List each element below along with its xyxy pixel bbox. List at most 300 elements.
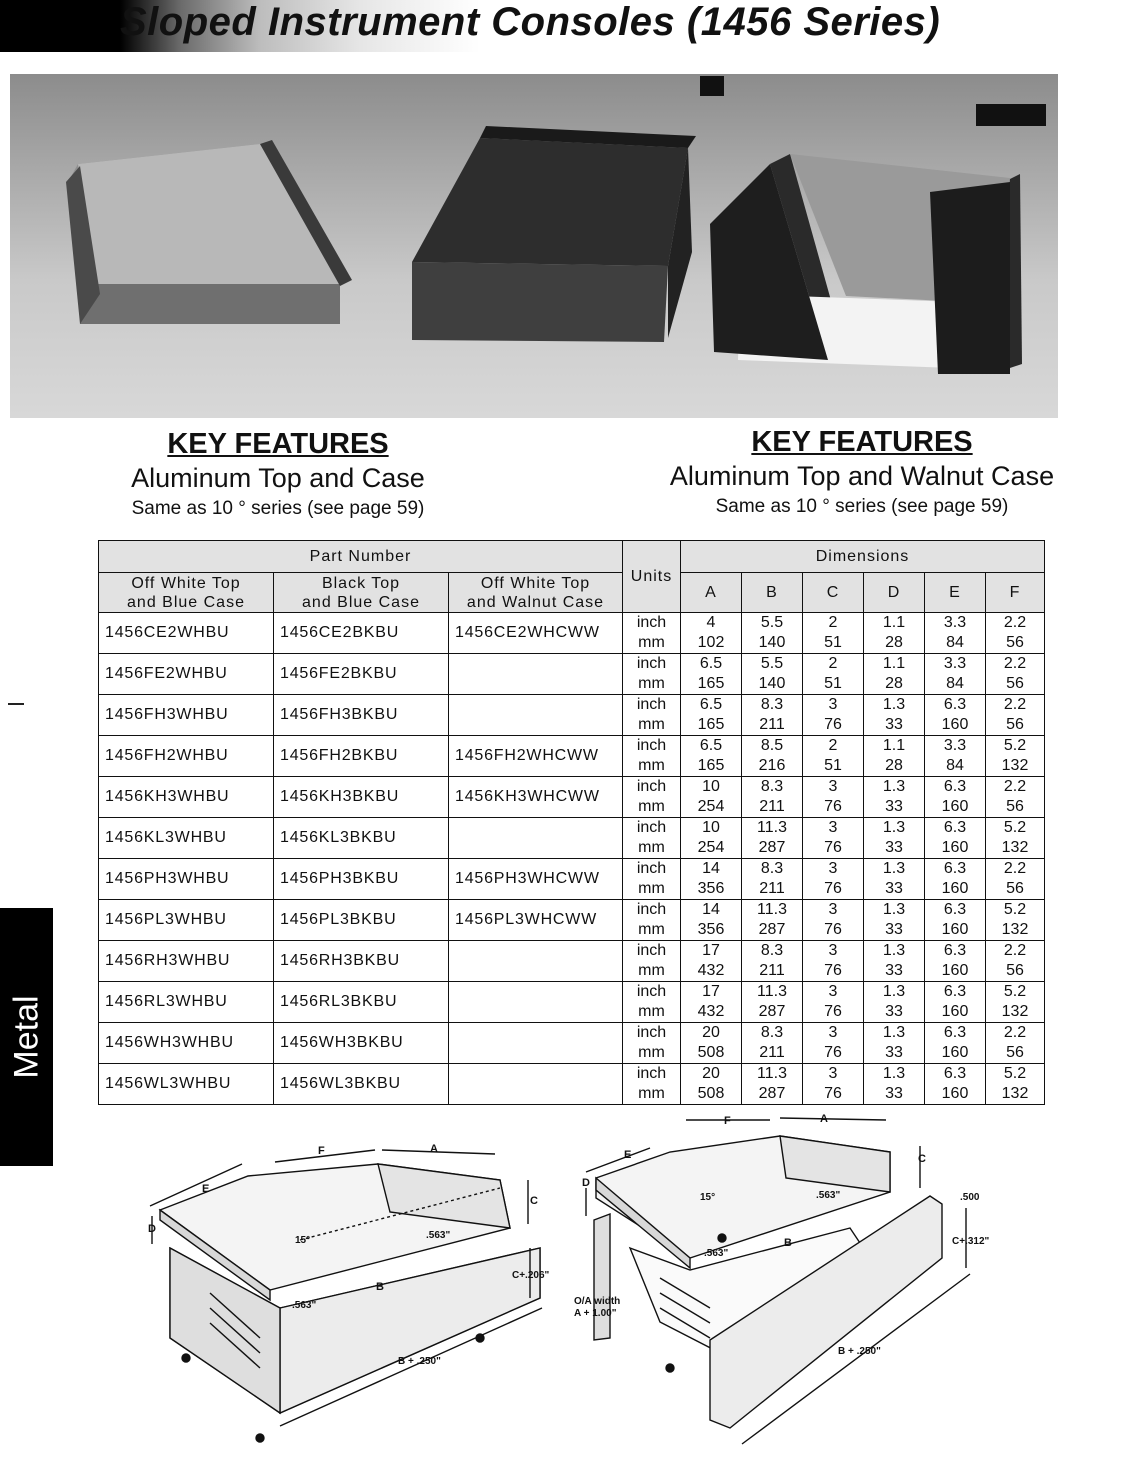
diagram-right-label-depth: .563" <box>816 1190 841 1201</box>
dimension-cell <box>803 695 864 736</box>
dimension-inch-value: 6.5 <box>699 696 723 713</box>
dimension-inch-value: 10 <box>702 819 720 836</box>
dimension-mm-value: 33 <box>885 798 903 815</box>
dimension-cell <box>864 613 925 654</box>
part-number-cell <box>449 1023 623 1064</box>
dimension-mm-value: 28 <box>885 675 903 692</box>
dimension-inch-value: 3 <box>828 942 838 959</box>
dimension-inch-value: 1.3 <box>882 778 906 795</box>
dimension-cell <box>986 941 1045 982</box>
diagram-left-label-a: A <box>430 1143 438 1155</box>
unit-mm-label: mm <box>638 962 665 979</box>
diagram-left-label-c: C <box>530 1195 538 1207</box>
dimension-inch-value: 17 <box>702 942 720 959</box>
dimension-cell <box>803 777 864 818</box>
unit-inch-label: inch <box>636 778 667 795</box>
dimension-cell <box>681 777 742 818</box>
dimension-cell <box>864 982 925 1023</box>
unit-mm-label: mm <box>638 839 665 856</box>
dimension-mm-value: 28 <box>885 757 903 774</box>
diagram-left-label-b: B <box>376 1281 384 1293</box>
part-number-cell: 1456PH3WHCWW <box>449 859 623 900</box>
dimension-cell <box>742 941 803 982</box>
dimension-cell <box>681 941 742 982</box>
dimension-cell <box>986 654 1045 695</box>
units-cell <box>623 941 681 982</box>
dimension-mm-value: 28 <box>885 634 903 651</box>
dimension-mm-value: 160 <box>941 798 969 815</box>
table-row <box>99 900 1045 941</box>
part-number-cell: 1456FH2WHCWW <box>449 736 623 777</box>
part-number-cell <box>449 941 623 982</box>
dimension-mm-value: 56 <box>1006 1044 1024 1061</box>
dimension-inch-value: 2.2 <box>1003 696 1027 713</box>
dimension-mm-value: 76 <box>824 962 842 979</box>
dimension-inch-value: 8.3 <box>760 1024 784 1041</box>
dimension-cell <box>986 818 1045 859</box>
dimension-inch-value: 3.3 <box>943 737 967 754</box>
dimension-mm-value: 254 <box>697 839 725 856</box>
dimension-cell <box>864 900 925 941</box>
dimension-cell <box>803 982 864 1023</box>
diagram-right-label-depth2: .563" <box>704 1248 729 1259</box>
dimension-mm-value: 254 <box>697 798 725 815</box>
dimension-cell <box>803 900 864 941</box>
dimension-inch-value: 3 <box>828 860 838 877</box>
dimension-cell <box>681 1064 742 1105</box>
dimension-cell <box>864 777 925 818</box>
part-number-cell <box>449 654 623 695</box>
header-dim-d: D <box>864 573 925 613</box>
dimension-cell <box>986 777 1045 818</box>
dimension-mm-value: 33 <box>885 880 903 897</box>
dimension-mm-value: 76 <box>824 1003 842 1020</box>
part-number-cell: 1456FH2WHBU <box>99 736 274 777</box>
unit-mm-label: mm <box>638 880 665 897</box>
dimension-cell <box>986 736 1045 777</box>
unit-mm-label: mm <box>638 716 665 733</box>
product-photo-icon <box>10 74 1058 418</box>
dimension-inch-value: 2.2 <box>1003 655 1027 672</box>
dimension-inch-value: 3 <box>828 778 838 795</box>
dimension-inch-value: 1.3 <box>882 696 906 713</box>
dimension-cell <box>742 1023 803 1064</box>
dimension-mm-value: 76 <box>824 839 842 856</box>
key-features-right <box>642 426 1082 520</box>
part-number-cell: 1456WL3WHBU <box>99 1064 274 1105</box>
dimension-cell <box>925 859 986 900</box>
dimension-inch-value: 5.2 <box>1003 819 1027 836</box>
dimension-inch-value: 8.3 <box>760 696 784 713</box>
dimension-cell <box>925 941 986 982</box>
dimension-mm-value: 165 <box>697 716 725 733</box>
dimension-inch-value: 6.3 <box>943 901 967 918</box>
table-row <box>99 818 1045 859</box>
dimension-inch-value: 2 <box>828 737 838 754</box>
dimension-cell <box>742 654 803 695</box>
part-number-cell: 1456KL3BKBU <box>274 818 449 859</box>
dimension-cell <box>803 818 864 859</box>
header-bar <box>0 0 1040 52</box>
dimension-inch-value: 8.5 <box>760 737 784 754</box>
dimension-cell <box>803 1023 864 1064</box>
dimension-cell <box>986 1023 1045 1064</box>
dimension-cell <box>986 1064 1045 1105</box>
dimension-mm-value: 140 <box>758 675 786 692</box>
diagram-right-label-width1: O/A width <box>574 1296 621 1307</box>
header-part-number: Part Number <box>99 541 623 573</box>
dimension-cell <box>986 900 1045 941</box>
table-row <box>99 859 1045 900</box>
part-number-cell <box>449 982 623 1023</box>
dimension-inch-value: 2.2 <box>1003 942 1027 959</box>
dimension-mm-value: 56 <box>1006 716 1024 733</box>
dimension-inch-value: 1.3 <box>882 1024 906 1041</box>
unit-inch-label: inch <box>636 1065 667 1082</box>
dimension-cell <box>986 613 1045 654</box>
diagram-right <box>586 1118 970 1444</box>
header-dim-e: E <box>925 573 986 613</box>
diagram-left-label-b-offset: B + .250" <box>398 1356 441 1367</box>
diagram-left-label-depth2: .563" <box>292 1300 317 1311</box>
table-row <box>99 941 1045 982</box>
table-row <box>99 736 1045 777</box>
dimension-mm-value: 160 <box>941 962 969 979</box>
key-features-right-subtitle: Aluminum Top and Walnut Case <box>669 461 1055 491</box>
dimension-mm-value: 508 <box>697 1085 725 1102</box>
dimension-mm-value: 33 <box>885 962 903 979</box>
table-row <box>99 982 1045 1023</box>
header-white-blue: Off White Top and Blue Case <box>99 573 274 613</box>
units-cell <box>623 1064 681 1105</box>
diagram-left-label-depth: .563" <box>426 1230 451 1241</box>
dimension-cell <box>986 695 1045 736</box>
dimension-cell <box>925 982 986 1023</box>
dimension-mm-value: 132 <box>1001 839 1029 856</box>
dimension-mm-value: 76 <box>824 880 842 897</box>
dimension-cell <box>864 818 925 859</box>
part-number-cell <box>449 695 623 736</box>
dimension-mm-value: 76 <box>824 1044 842 1061</box>
diagram-left-label-d: D <box>148 1223 156 1235</box>
table-row <box>99 654 1045 695</box>
dimension-inch-value: 6.3 <box>943 860 967 877</box>
dimension-cell <box>803 736 864 777</box>
dimension-mm-value: 211 <box>759 1044 785 1061</box>
dimension-mm-value: 56 <box>1006 634 1024 651</box>
diagram-right-label-c-offset: C+.312" <box>952 1236 990 1247</box>
dimension-inch-value: 14 <box>702 901 720 918</box>
header-units: Units <box>623 541 681 613</box>
dimension-inch-value: 3.3 <box>943 614 967 631</box>
unit-mm-label: mm <box>638 921 665 938</box>
dimension-mm-value: 132 <box>1001 1085 1029 1102</box>
dimension-cell <box>742 777 803 818</box>
part-number-cell: 1456FH3WHBU <box>99 695 274 736</box>
key-features-left-subtitle: Aluminum Top and Case <box>131 463 425 493</box>
units-cell <box>623 900 681 941</box>
dimension-mm-value: 84 <box>946 675 964 692</box>
dimension-cell <box>742 1064 803 1105</box>
dimension-inch-value: 1.1 <box>882 614 906 631</box>
dimension-inch-value: 3 <box>828 983 838 1000</box>
dimension-mm-value: 132 <box>1001 757 1029 774</box>
dimension-diagrams <box>130 1108 1030 1453</box>
dimension-inch-value: 3 <box>828 901 838 918</box>
dimension-mm-value: 356 <box>697 921 725 938</box>
dimension-cell <box>681 900 742 941</box>
dimension-inch-value: 20 <box>702 1024 720 1041</box>
dimension-mm-value: 160 <box>941 716 969 733</box>
dimension-cell <box>803 613 864 654</box>
dimension-inch-value: 11.3 <box>757 983 787 1000</box>
dimension-inch-value: 6.3 <box>943 696 967 713</box>
product-photo <box>10 74 1058 418</box>
part-number-cell: 1456WL3BKBU <box>274 1064 449 1105</box>
dimension-cell <box>864 1023 925 1064</box>
side-tab-metal <box>0 908 53 1166</box>
dimension-inch-value: 5.5 <box>760 614 784 631</box>
dimension-mm-value: 51 <box>824 757 842 774</box>
part-number-cell: 1456FH3BKBU <box>274 695 449 736</box>
part-number-cell: 1456WH3BKBU <box>274 1023 449 1064</box>
dimension-mm-value: 33 <box>885 921 903 938</box>
part-number-cell: 1456FH2BKBU <box>274 736 449 777</box>
dimension-inch-value: 6.3 <box>943 1024 967 1041</box>
dimension-mm-value: 160 <box>941 880 969 897</box>
unit-inch-label: inch <box>636 1024 667 1041</box>
dimension-cell <box>925 1064 986 1105</box>
diagram-right-label-b-offset: B + .250" <box>838 1346 881 1357</box>
dimension-cell <box>925 900 986 941</box>
dimension-inch-value: 6.5 <box>699 737 723 754</box>
dimension-cell <box>925 818 986 859</box>
part-number-cell: 1456RH3BKBU <box>274 941 449 982</box>
dimension-cell <box>742 695 803 736</box>
dimension-cell <box>864 859 925 900</box>
header-dim-c: C <box>803 573 864 613</box>
dimension-inch-value: 6.3 <box>943 819 967 836</box>
part-number-cell: 1456PL3WHCWW <box>449 900 623 941</box>
unit-inch-label: inch <box>636 614 667 631</box>
dimension-mm-value: 211 <box>759 716 785 733</box>
diagram-left-label-e: E <box>202 1183 210 1195</box>
part-number-cell: 1456PH3WHBU <box>99 859 274 900</box>
dimension-mm-value: 132 <box>1001 921 1029 938</box>
part-number-cell: 1456CE2WHBU <box>99 613 274 654</box>
dimension-mm-value: 84 <box>946 757 964 774</box>
dimension-inch-value: 3 <box>828 819 838 836</box>
units-cell <box>623 859 681 900</box>
dimension-inch-value: 17 <box>702 983 720 1000</box>
dimension-inch-value: 6.3 <box>943 942 967 959</box>
part-number-cell: 1456KH3WHCWW <box>449 777 623 818</box>
dimension-inch-value: 4 <box>706 614 716 631</box>
units-cell <box>623 736 681 777</box>
unit-inch-label: inch <box>636 819 667 836</box>
dimension-inch-value: 1.1 <box>882 737 906 754</box>
part-number-cell: 1456RH3WHBU <box>99 941 274 982</box>
dimension-cell <box>925 654 986 695</box>
units-cell <box>623 982 681 1023</box>
dimension-cell <box>742 736 803 777</box>
dimension-cell <box>864 695 925 736</box>
unit-mm-label: mm <box>638 1044 665 1061</box>
dimension-mm-value: 76 <box>824 921 842 938</box>
dimension-inch-value: 1.3 <box>882 942 906 959</box>
unit-inch-label: inch <box>636 655 667 672</box>
units-cell <box>623 777 681 818</box>
dimension-inch-value: 3 <box>828 1024 838 1041</box>
header-dim-f: F <box>986 573 1045 613</box>
dimension-mm-value: 51 <box>824 675 842 692</box>
dimension-inch-value: 14 <box>702 860 720 877</box>
dimension-inch-value: 5.2 <box>1003 737 1027 754</box>
dimension-mm-value: 287 <box>758 1003 786 1020</box>
margin-dash <box>8 703 24 705</box>
part-number-cell <box>449 818 623 859</box>
dimension-mm-value: 160 <box>941 921 969 938</box>
unit-inch-label: inch <box>636 737 667 754</box>
units-cell <box>623 654 681 695</box>
dimension-mm-value: 216 <box>758 757 786 774</box>
unit-mm-label: mm <box>638 757 665 774</box>
page-title: Sloped Instrument Consoles (1456 Series) <box>120 0 941 44</box>
units-cell <box>623 1023 681 1064</box>
unit-mm-label: mm <box>638 675 665 692</box>
table-row <box>99 695 1045 736</box>
dimension-inch-value: 5.5 <box>760 655 784 672</box>
dimension-mm-value: 56 <box>1006 962 1024 979</box>
table-row <box>99 777 1045 818</box>
dimension-inch-value: 2.2 <box>1003 1024 1027 1041</box>
dimension-inch-value: 6.3 <box>943 983 967 1000</box>
part-number-table <box>98 540 1045 1105</box>
dimension-mm-value: 165 <box>697 757 725 774</box>
dimension-mm-value: 76 <box>824 1085 842 1102</box>
part-number-cell: 1456CE2WHCWW <box>449 613 623 654</box>
dimension-inch-value: 11.3 <box>757 901 787 918</box>
dimension-cell <box>864 1064 925 1105</box>
dimension-inch-value: 8.3 <box>760 942 784 959</box>
dimension-inch-value: 5.2 <box>1003 983 1027 1000</box>
part-number-cell: 1456RL3BKBU <box>274 982 449 1023</box>
unit-mm-label: mm <box>638 1003 665 1020</box>
table-row <box>99 613 1045 654</box>
dimension-mm-value: 287 <box>758 1085 786 1102</box>
header-white-walnut: Off White Top and Walnut Case <box>449 573 623 613</box>
dimension-cell <box>925 695 986 736</box>
dimension-cell <box>742 818 803 859</box>
dimension-cell <box>681 654 742 695</box>
dimension-mm-value: 56 <box>1006 675 1024 692</box>
dimension-cell <box>681 859 742 900</box>
part-number-cell: 1456RL3WHBU <box>99 982 274 1023</box>
dimension-mm-value: 33 <box>885 1085 903 1102</box>
dimension-mm-value: 140 <box>758 634 786 651</box>
dimension-inch-value: 1.3 <box>882 1065 906 1082</box>
dimension-inch-value: 1.3 <box>882 983 906 1000</box>
dimension-mm-value: 211 <box>759 880 785 897</box>
dimension-inch-value: 5.2 <box>1003 1065 1027 1082</box>
dimension-cell <box>925 777 986 818</box>
dimension-inch-value: 2 <box>828 655 838 672</box>
dimension-mm-value: 160 <box>941 1085 969 1102</box>
dimension-mm-value: 132 <box>1001 1003 1029 1020</box>
dimension-cell <box>681 613 742 654</box>
dimension-cell <box>681 818 742 859</box>
unit-inch-label: inch <box>636 696 667 713</box>
dimension-mm-value: 56 <box>1006 798 1024 815</box>
dimension-mm-value: 84 <box>946 634 964 651</box>
part-number-cell: 1456FE2WHBU <box>99 654 274 695</box>
dimension-inch-value: 1.3 <box>882 819 906 836</box>
dimension-inch-value: 6.5 <box>699 655 723 672</box>
dimension-mm-value: 432 <box>697 1003 725 1020</box>
table-row <box>99 1023 1045 1064</box>
part-number-cell: 1456WH3WHBU <box>99 1023 274 1064</box>
part-number-cell: 1456PL3BKBU <box>274 900 449 941</box>
key-features-right-title: KEY FEATURES <box>751 426 973 458</box>
dimension-inch-value: 2 <box>828 614 838 631</box>
dimension-inch-value: 2.2 <box>1003 860 1027 877</box>
unit-inch-label: inch <box>636 860 667 877</box>
diagram-left-label-angle: 15° <box>295 1235 311 1246</box>
diagram-left-label-c-offset: C+.206" <box>512 1270 550 1281</box>
dimension-inch-value: 1.1 <box>882 655 906 672</box>
dimension-cell <box>925 736 986 777</box>
dimension-inch-value: 3.3 <box>943 655 967 672</box>
dimension-mm-value: 51 <box>824 634 842 651</box>
dimension-inch-value: 8.3 <box>760 778 784 795</box>
part-number-cell: 1456FE2BKBU <box>274 654 449 695</box>
dimension-inch-value: 11.3 <box>757 819 787 836</box>
part-number-cell: 1456PL3WHBU <box>99 900 274 941</box>
part-number-cell: 1456KH3BKBU <box>274 777 449 818</box>
part-number-cell: 1456KH3WHBU <box>99 777 274 818</box>
diagram-right-label-a: A <box>820 1113 828 1125</box>
diagram-right-label-b: B <box>784 1237 792 1249</box>
dimension-mm-value: 356 <box>697 880 725 897</box>
dimension-cell <box>925 613 986 654</box>
dimension-cell <box>742 613 803 654</box>
dimension-inch-value: 6.3 <box>943 1065 967 1082</box>
dimension-mm-value: 33 <box>885 839 903 856</box>
key-features-left-title: KEY FEATURES <box>167 428 389 460</box>
dimension-inch-value: 5.2 <box>1003 901 1027 918</box>
dimension-inch-value: 6.3 <box>943 778 967 795</box>
unit-inch-label: inch <box>636 942 667 959</box>
dimension-mm-value: 287 <box>758 921 786 938</box>
dimension-mm-value: 508 <box>697 1044 725 1061</box>
unit-mm-label: mm <box>638 634 665 651</box>
dimension-inch-value: 1.3 <box>882 901 906 918</box>
dimension-cell <box>925 1023 986 1064</box>
dimension-cell <box>864 736 925 777</box>
unit-mm-label: mm <box>638 798 665 815</box>
dimension-mm-value: 211 <box>759 798 785 815</box>
unit-inch-label: inch <box>636 983 667 1000</box>
dimension-cell <box>681 736 742 777</box>
dimension-mm-value: 33 <box>885 1003 903 1020</box>
dimension-inch-value: 10 <box>702 778 720 795</box>
dimension-inch-value: 20 <box>702 1065 720 1082</box>
dimension-mm-value: 33 <box>885 716 903 733</box>
dimension-cell <box>986 859 1045 900</box>
dimension-cell <box>986 982 1045 1023</box>
dimension-mm-value: 432 <box>697 962 725 979</box>
dimension-mm-value: 102 <box>697 634 725 651</box>
